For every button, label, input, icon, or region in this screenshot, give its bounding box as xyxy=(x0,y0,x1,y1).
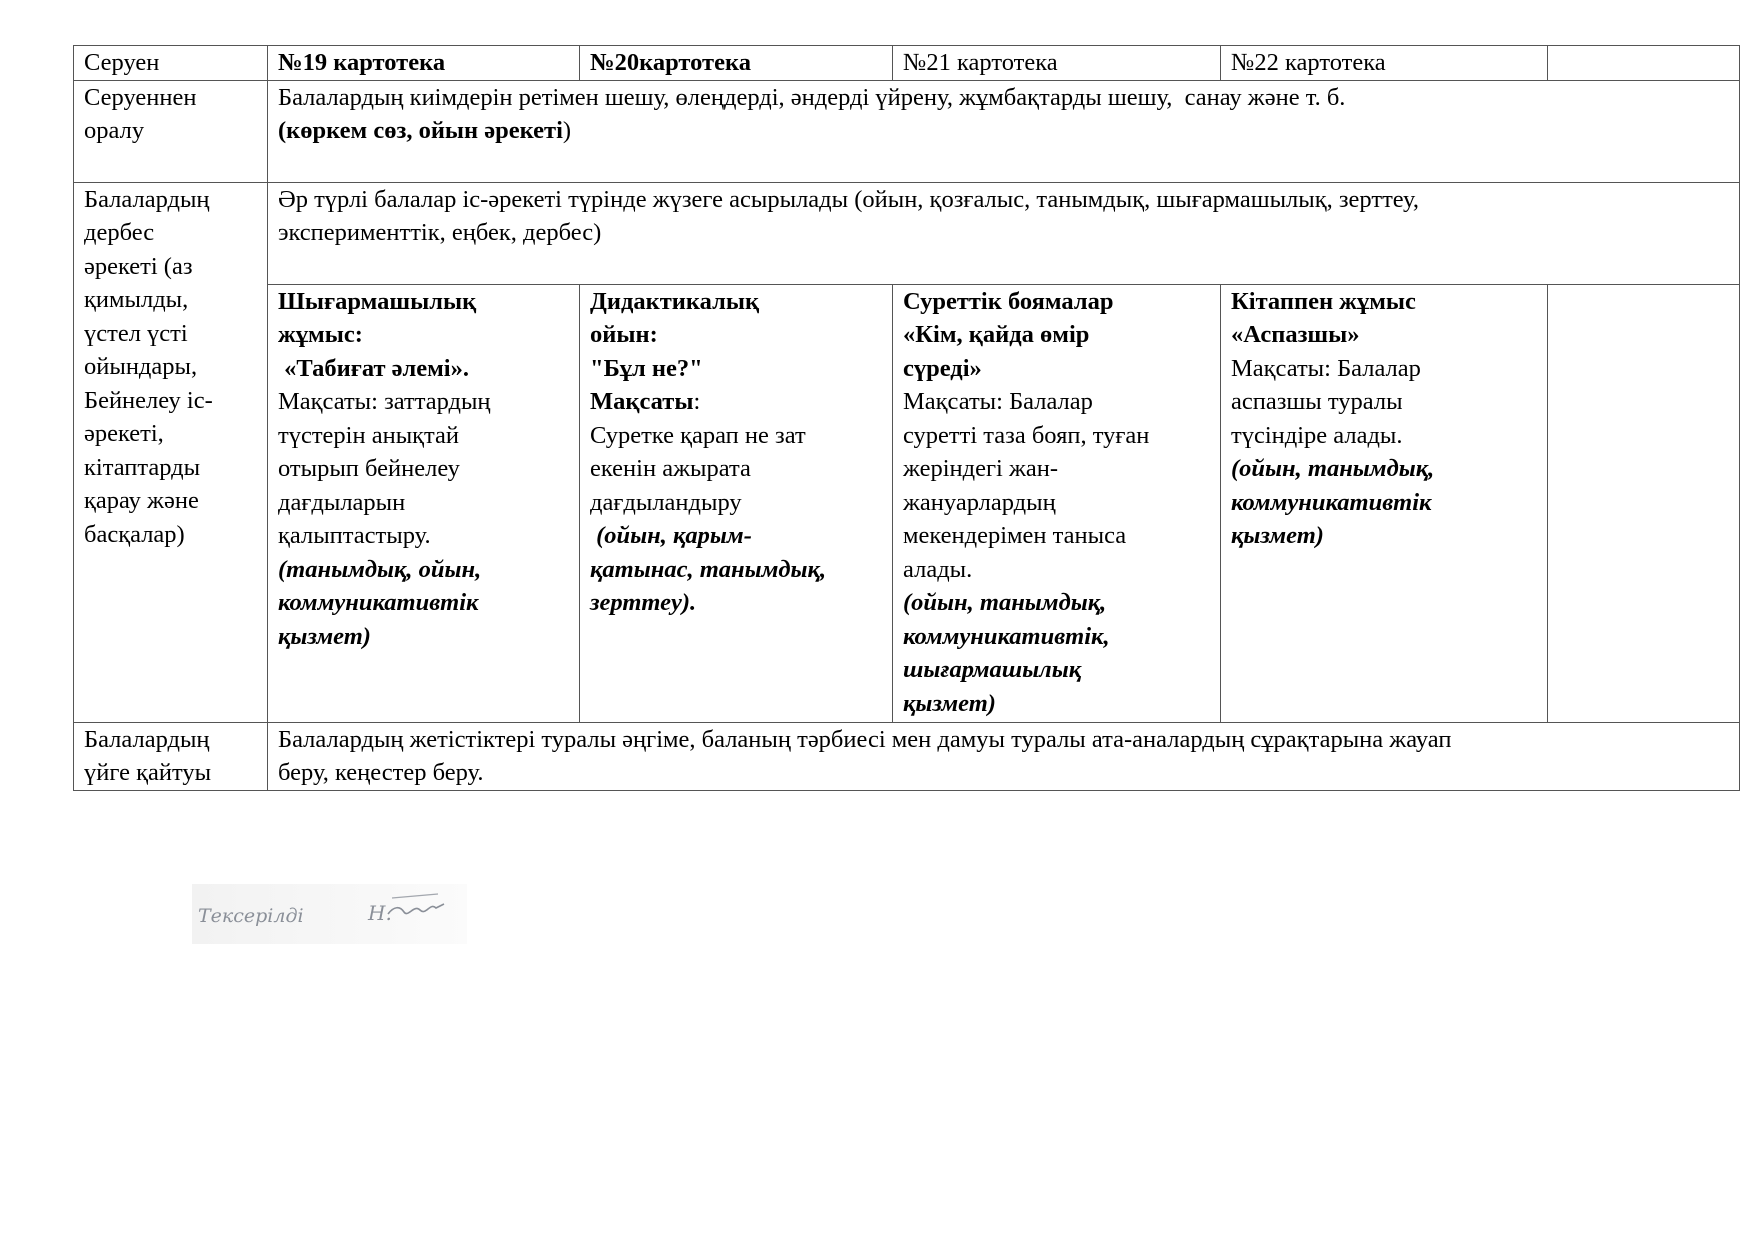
activity-didactic-game: Дидактикалық ойын: "Бұл не?" Мақсаты: Суретке қарап не зат екенін ажырата дағдыландыру (ойын, қарым- қатынас, танымдық, зерттеу). xyxy=(580,284,893,722)
card-21-cell: №21 картотека xyxy=(893,46,1221,81)
return-text: Балалардың киімдерін ретімен шешу, өлеңдерді, әндерді үйрену, жұмбақтарды шешу, санау және т. б. xyxy=(278,83,1346,111)
independent-description-cell: Әр түрлі балалар іс-әрекеті түрінде жүзеге асырылады (ойын, қозғалыс, танымдық, шығармашылық, зерттеу, эксперименттік, еңбек, дербес) xyxy=(268,182,1740,284)
activity-coloring-pages: Суреттік боямалар «Кім, қайда өмір сүреді» Мақсаты: Балалар суретті таза бояп, туған жеріндегі жан- жануарлардың мекендерімен таныса алады. (ойын, танымдық, коммуникативтік, шығармашылық қызмет) xyxy=(893,284,1221,722)
return-description-cell: Балалардың киімдерін ретімен шешу, өлеңдерді, әндерді үйрену, жұмбақтарды шешу, санау және т. б. (көркем сөз, ойын әрекеті) xyxy=(268,80,1740,182)
row-label-going-home: Балалардың үйге қайтуы xyxy=(74,722,268,790)
signature-initials: Н. xyxy=(368,901,392,925)
card-20-cell: №20картотека xyxy=(580,46,893,81)
return-activity-type: (көркем сөз, ойын әрекеті xyxy=(278,117,563,144)
empty-activity-cell xyxy=(1548,284,1740,722)
daily-plan-table xyxy=(73,45,1740,791)
row-label-return: Серуеннен оралу xyxy=(74,80,268,182)
card-19-cell: №19 картотека xyxy=(268,46,580,81)
independent-activity-row xyxy=(74,182,1740,284)
row-label-walk: Серуен xyxy=(74,46,268,81)
card-22-cell: №22 картотека xyxy=(1221,46,1548,81)
activities-row xyxy=(74,284,1740,722)
row-label-independent: Балалардың дербес әрекеті (аз қимылды, үстел үсті ойындары, Бейнелеу іс- әрекеті, кітаптарды қарау және басқалар) xyxy=(74,182,268,722)
return-from-walk-row xyxy=(74,80,1740,182)
walk-row xyxy=(74,46,1740,81)
activity-creative-work: Шығармашылық жұмыс: «Табиғат әлемі». Мақсаты: заттардың түстерін анықтай отырып бейнелеу дағдыларын қалыптастыру. (танымдық, ойын, коммуникативтік қызмет) xyxy=(268,284,580,722)
going-home-description-cell: Балалардың жетістіктері туралы әңгіме, баланың тәрбиесі мен дамуы туралы ата-аналардың сұрақтарына жауап беру, кеңестер беру. xyxy=(268,722,1740,790)
reviewer-signature xyxy=(192,884,467,944)
activity-book-work: Кітаппен жұмыс «Аспазшы» Мақсаты: Балалар аспазшы туралы түсіндіре алады. (ойын, танымдық, коммуникативтік қызмет) xyxy=(1221,284,1548,722)
going-home-row xyxy=(74,722,1740,790)
signature-checked-text: Тексерілді xyxy=(198,905,304,927)
empty-cell xyxy=(1548,46,1740,81)
